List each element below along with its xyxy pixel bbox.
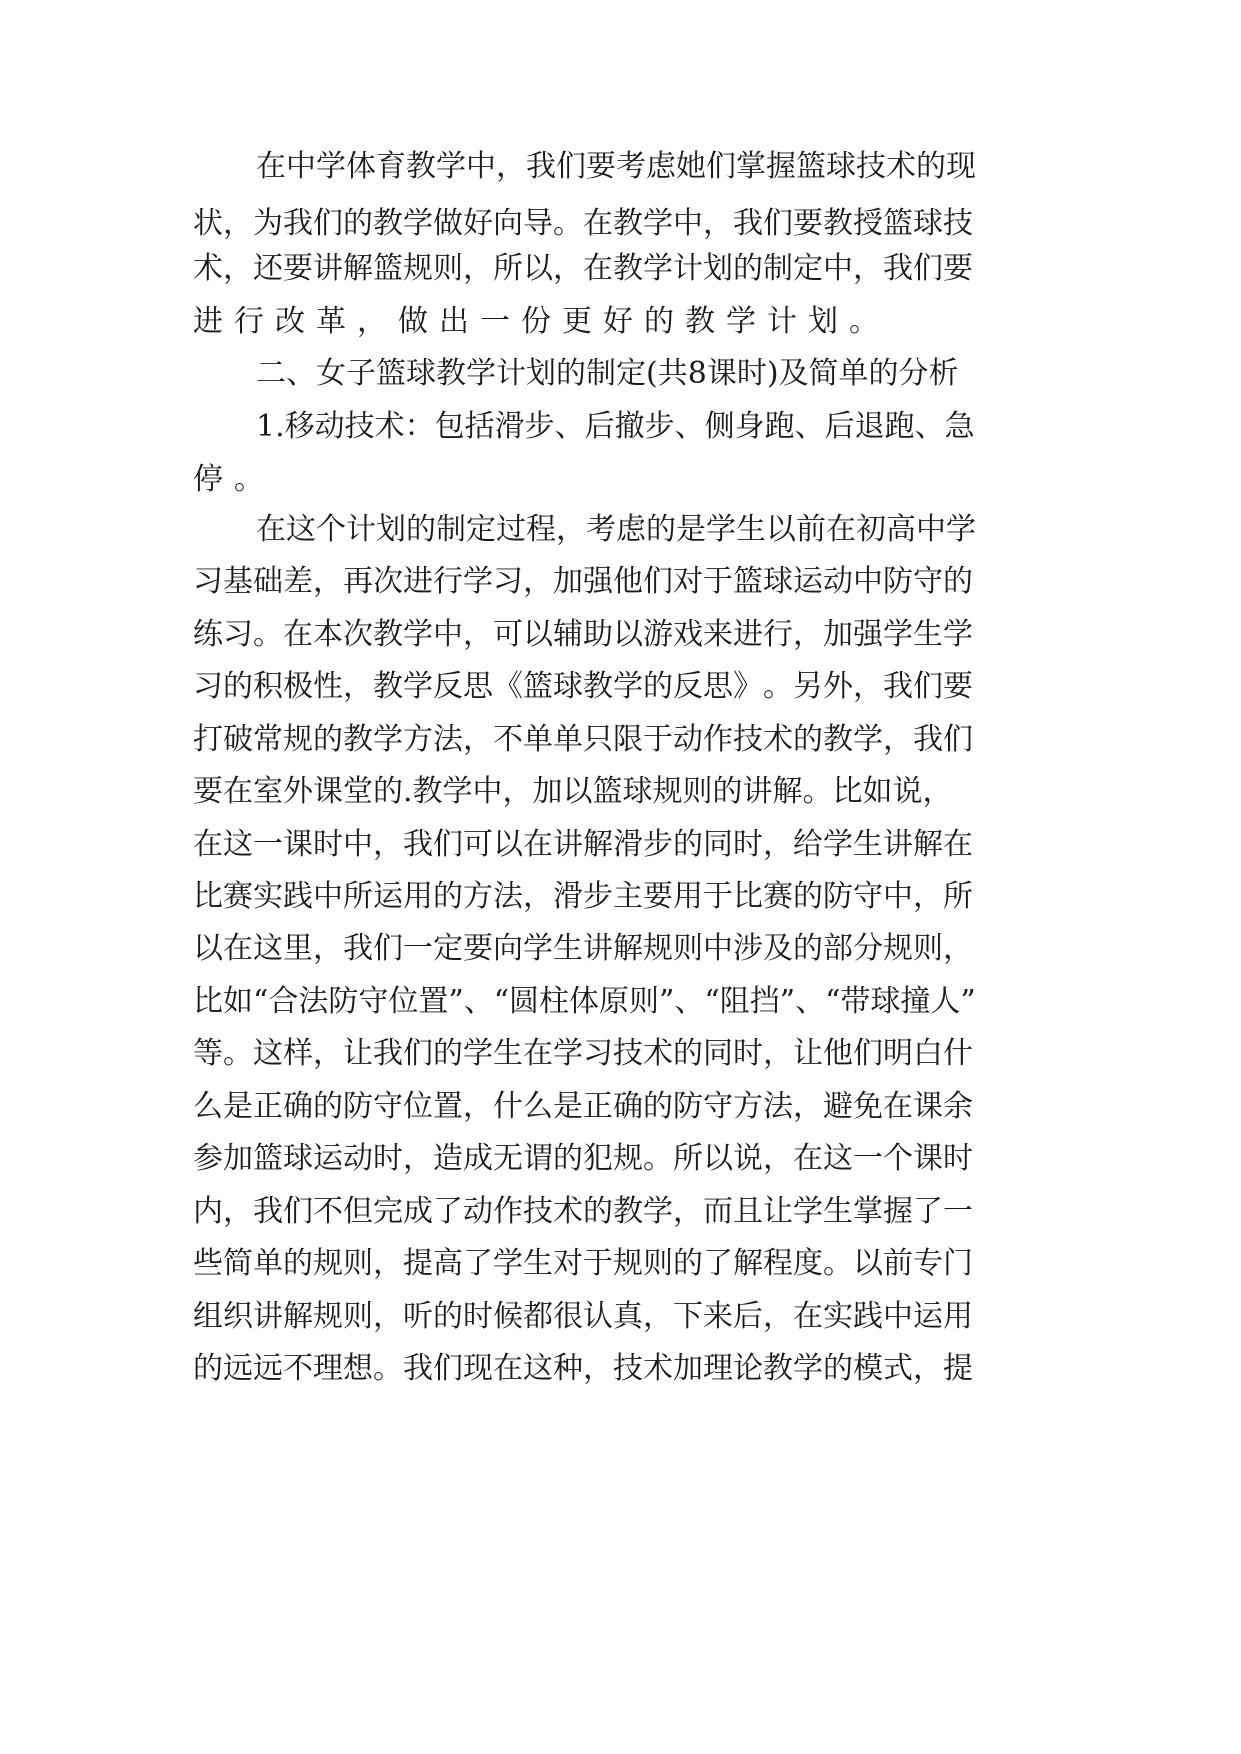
text-line: 的 远 远 不 理 想 。 我 们 现 在 这 种 ， 技 术 加 理 论 教 学 的 模 式 ， 提 <box>193 1351 973 1386</box>
text-line: 比 如 “ 合 法 防 守 位 置 ” 、 “ 圆 柱 体 原 则 ” 、 “ 阻 挡 ” 、 “ 带 球 撞 人 ” <box>193 984 976 1019</box>
text-line: 么 是 正 确 的 防 守 位 置 ， 什 么 是 正 确 的 防 守 方 法 ， 避 免 在 课 余 <box>193 1089 973 1124</box>
text-line: 习 的 积 极 性 ， 教 学 反 思 《 篮 球 教 学 的 反 思 》 。 另 外 ， 我 们 要 <box>193 669 973 704</box>
text-line: 比 赛 实 践 中 所 运 用 的 方 法 ， 滑 步 主 要 用 于 比 赛 的 防 守 中 ， 所 <box>193 879 973 914</box>
text-line: 术 ， 还 要 讲 解 篮 规 则 ， 所 以 ， 在 教 学 计 划 的 制 定 中 ， 我 们 要 <box>193 251 973 286</box>
text-line: 要 在 室 外 课 堂 的 . 教 学 中 ， 加 以 篮 球 规 则 的 讲 解 。 比 如 说 ， <box>193 774 953 809</box>
text-line: 等 。 这 样 ， 让 我 们 的 学 生 在 学 习 技 术 的 同 时 ， 让 他 们 明 白 什 <box>193 1036 973 1071</box>
text-line: 些 简 单 的 规 则 ， 提 高 了 学 生 对 于 规 则 的 了 解 程 度 。 以 前 专 门 <box>193 1246 973 1281</box>
text-line: 在 中 学 体 育 教 学 中 ， 我 们 要 考 虑 她 们 掌 握 篮 球 技 术 的 现 <box>256 149 976 184</box>
text-line: 练 习 。 在 本 次 教 学 中 ， 可 以 辅 助 以 游 戏 来 进 行 ， 加 强 学 生 学 <box>193 617 973 652</box>
text-line: 参 加 篮 球 运 动 时 ， 造 成 无 谓 的 犯 规 。 所 以 说 ， 在 这 一 个 课 时 <box>193 1141 973 1176</box>
text-line: 在 这 一 课 时 中 ， 我 们 可 以 在 讲 解 滑 步 的 同 时 ， 给 学 生 讲 解 在 <box>193 827 973 862</box>
text-line: 1 . 移 动 技 术 ： 包 括 滑 步 、 后 撤 步 、 侧 身 跑 、 后 退 跑 、 急 <box>256 409 975 444</box>
text-line: 停。 <box>193 462 275 497</box>
text-line: 组 织 讲 解 规 则 ， 听 的 时 候 都 很 认 真 ， 下 来 后 ， 在 实 践 中 运 用 <box>193 1299 973 1334</box>
text-line: 进行改革，做出一份更好的教学计划。 <box>193 304 890 339</box>
text-line: 以 在 这 里 ， 我 们 一 定 要 向 学 生 讲 解 规 则 中 涉 及 的 部 分 规 则 ， <box>193 931 973 966</box>
text-line: 二 、 女 子 篮 球 教 学 计 划 的 制 定 ( 共 8 课 时 ) 及 简 单 的 分 析 <box>256 356 959 391</box>
text-line: 内 ， 我 们 不 但 完 成 了 动 作 技 术 的 教 学 ， 而 且 让 学 生 掌 握 了 一 <box>193 1194 973 1229</box>
text-line: 习 基 础 差 ， 再 次 进 行 学 习 ， 加 强 他 们 对 于 篮 球 运 动 中 防 守 的 <box>193 564 973 599</box>
text-line: 状 ， 为 我 们 的 教 学 做 好 向 导 。 在 教 学 中 ， 我 们 要 教 授 篮 球 技 <box>193 206 973 241</box>
text-line: 在 这 个 计 划 的 制 定 过 程 ， 考 虑 的 是 学 生 以 前 在 初 高 中 学 <box>256 512 976 547</box>
text-line: 打 破 常 规 的 教 学 方 法 ， 不 单 单 只 限 于 动 作 技 术 的 教 学 ， 我 们 <box>193 722 973 757</box>
